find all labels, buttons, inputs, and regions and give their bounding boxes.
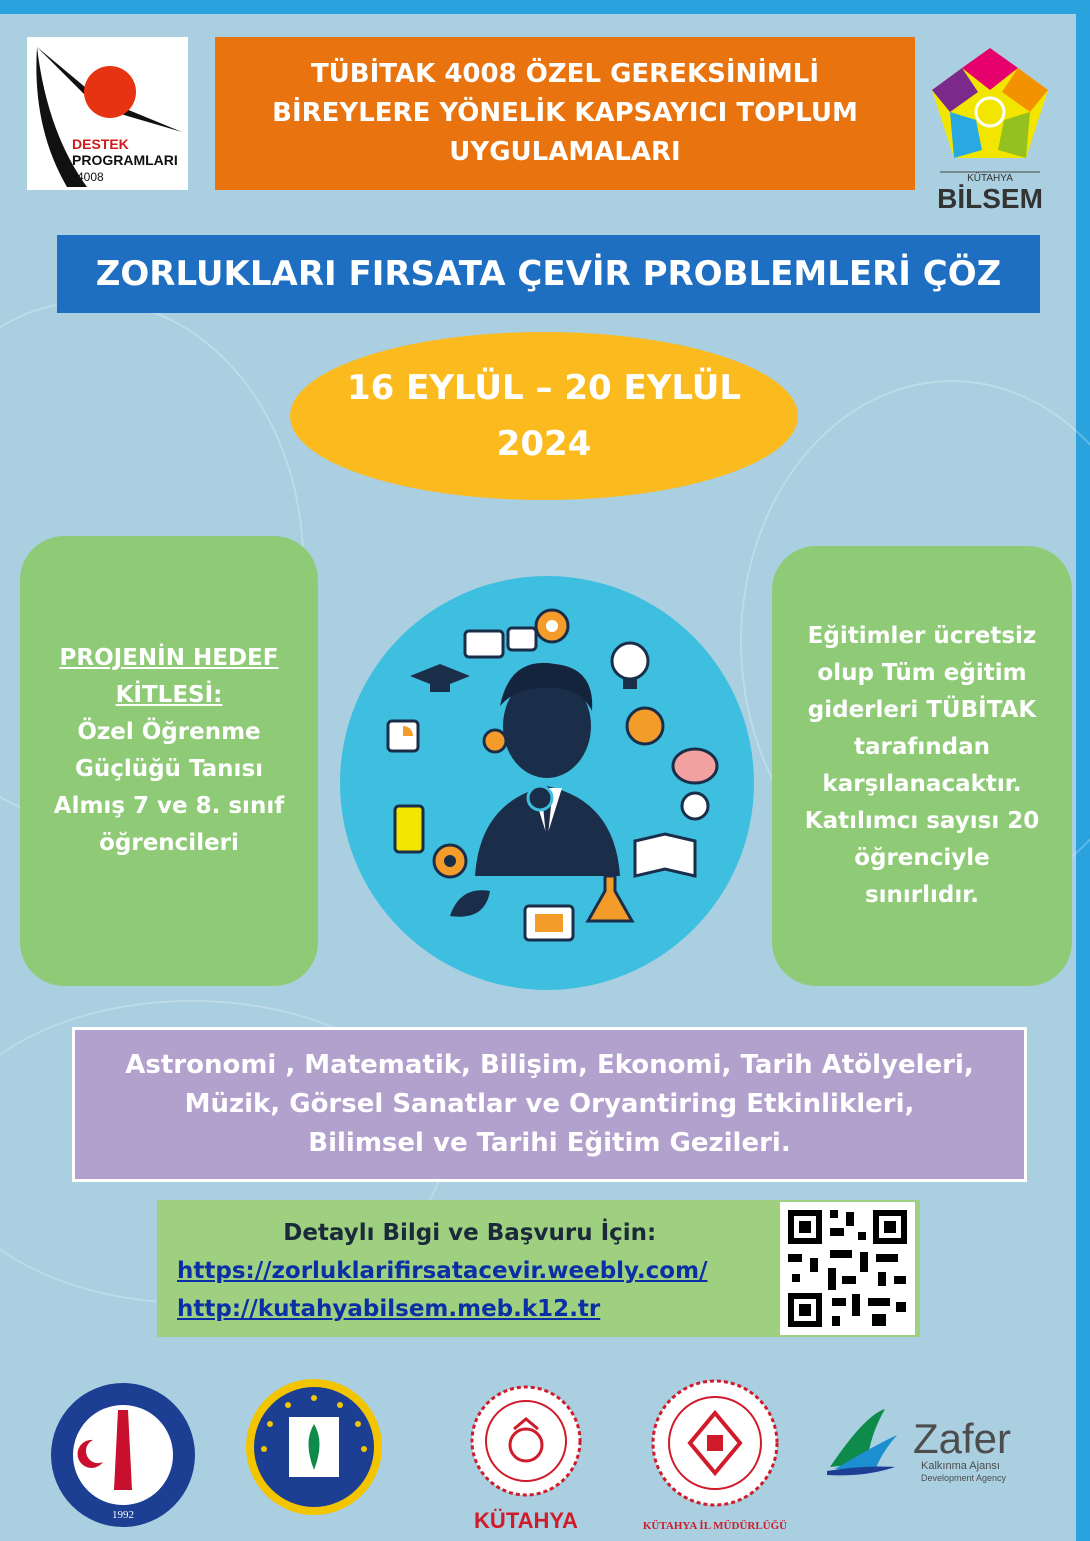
target-icon bbox=[536, 610, 568, 642]
chat-bubble-icon bbox=[465, 628, 536, 657]
activities-line: Müzik, Görsel Sanatlar ve Oryantiring Etkinlikleri, bbox=[184, 1089, 915, 1119]
target-body: Özel Öğrenme bbox=[77, 719, 261, 745]
laptop-icon bbox=[525, 906, 573, 940]
qr-code-icon bbox=[780, 1202, 915, 1335]
program-header bbox=[215, 37, 915, 190]
meb-logo bbox=[470, 1385, 582, 1497]
qr-code[interactable] bbox=[780, 1202, 915, 1335]
activities-box bbox=[72, 1027, 1027, 1182]
fee-line: öğrenciyle bbox=[854, 845, 990, 871]
brain-icon bbox=[673, 749, 717, 783]
target-title: PROJENİN HEDEF bbox=[59, 645, 279, 671]
program-line: BİREYLERE YÖNELİK KAPSAYICI TOPLUM bbox=[272, 98, 858, 128]
kutahya-belediyesi-logo bbox=[245, 1372, 383, 1522]
top-accent-bar bbox=[0, 0, 1090, 14]
flask-icon bbox=[588, 876, 632, 921]
lightbulb-orange-icon bbox=[627, 708, 663, 744]
bulb-icon bbox=[612, 643, 648, 689]
target-body: öğrencileri bbox=[99, 830, 239, 856]
date-year: 2024 bbox=[496, 424, 592, 464]
meb-caption: KÜTAHYA bbox=[474, 1508, 578, 1533]
target-audience-card bbox=[20, 536, 318, 986]
program-line: UYGULAMALARI bbox=[449, 137, 681, 167]
activities-line: Bilimsel ve Tarihi Eğitim Gezileri. bbox=[308, 1128, 791, 1158]
gear-icon bbox=[484, 730, 506, 752]
fee-line: Katılımcı sayısı 20 bbox=[804, 808, 1040, 834]
activities-line: Astronomi , Matematik, Bilişim, Ekonomi, Tarih Atölyeleri, bbox=[125, 1050, 974, 1080]
fee-line: sınırlıdır. bbox=[864, 882, 980, 908]
event-date bbox=[290, 332, 798, 500]
thinking-person-illustration bbox=[340, 576, 754, 990]
destek-line3: 4008 bbox=[77, 170, 104, 184]
zafer-kalkinma-logo bbox=[825, 1405, 1055, 1490]
website-link[interactable]: https://zorluklarifirsatacevir.weebly.com/ bbox=[177, 1258, 708, 1284]
program-line: TÜBİTAK 4008 ÖZEL GEREKSİNİMLİ bbox=[310, 59, 820, 89]
university-year: 1992 bbox=[112, 1509, 134, 1521]
university-seal-icon bbox=[48, 1380, 198, 1530]
fee-line: giderleri TÜBİTAK bbox=[807, 697, 1037, 723]
zafer-swoosh-icon bbox=[825, 1405, 1055, 1490]
bilsem-flower-icon bbox=[920, 40, 1060, 212]
magnifier-icon bbox=[682, 793, 708, 819]
fee-info-card bbox=[772, 546, 1072, 986]
fee-line: Eğitimler ücretsiz bbox=[807, 623, 1037, 649]
fee-line: karşılanacaktır. bbox=[822, 771, 1022, 797]
phone-icon bbox=[395, 806, 423, 852]
fee-line: tarafından bbox=[853, 734, 990, 760]
kultur-caption: KÜTAHYA İL MÜDÜRLÜĞÜ bbox=[642, 1520, 788, 1532]
zafer-sub1: Kalkınma Ajansı bbox=[921, 1460, 1000, 1472]
chart-icon bbox=[388, 721, 418, 751]
belediye-seal-icon bbox=[245, 1372, 383, 1522]
illustration-circle bbox=[340, 576, 754, 990]
leaf-icon bbox=[450, 890, 490, 916]
bilsem-logo bbox=[920, 40, 1060, 212]
meb-seal-icon bbox=[470, 1385, 582, 1497]
bilsem-city: KÜTAHYA bbox=[967, 173, 1013, 184]
destek-programlari-logo bbox=[27, 37, 188, 190]
dumlupinar-university-logo bbox=[48, 1380, 198, 1530]
destek-logo-icon bbox=[27, 37, 188, 190]
zafer-sub2: Development Agency bbox=[921, 1473, 1007, 1483]
kultur-seal-icon bbox=[650, 1378, 780, 1508]
target-body: Almış 7 ve 8. sınıf bbox=[53, 793, 285, 819]
bilsem-website-link[interactable]: http://kutahyabilsem.meb.k12.tr bbox=[177, 1296, 601, 1322]
graduation-cap-icon bbox=[410, 664, 470, 692]
kultur-turizm-logo bbox=[650, 1378, 780, 1508]
target-body: Güçlüğü Tanısı bbox=[74, 756, 264, 782]
destek-line1: DESTEK bbox=[72, 136, 129, 152]
zafer-name: Zafer bbox=[913, 1415, 1012, 1462]
contact-label: Detaylı Bilgi ve Başvuru İçin: bbox=[283, 1220, 657, 1246]
date-range: 16 EYLÜL – 20 EYLÜL bbox=[346, 368, 742, 408]
main-title: ZORLUKLARI FIRSATA ÇEVİR PROBLEMLERİ ÇÖZ bbox=[57, 235, 1040, 313]
destek-line2: PROGRAMLARI bbox=[72, 152, 178, 168]
gear-icon bbox=[434, 845, 466, 877]
bilsem-name: BİLSEM bbox=[937, 183, 1043, 212]
fee-line: olup Tüm eğitim bbox=[817, 660, 1027, 686]
book-icon bbox=[635, 834, 695, 876]
target-title: KİTLESİ: bbox=[115, 682, 223, 708]
